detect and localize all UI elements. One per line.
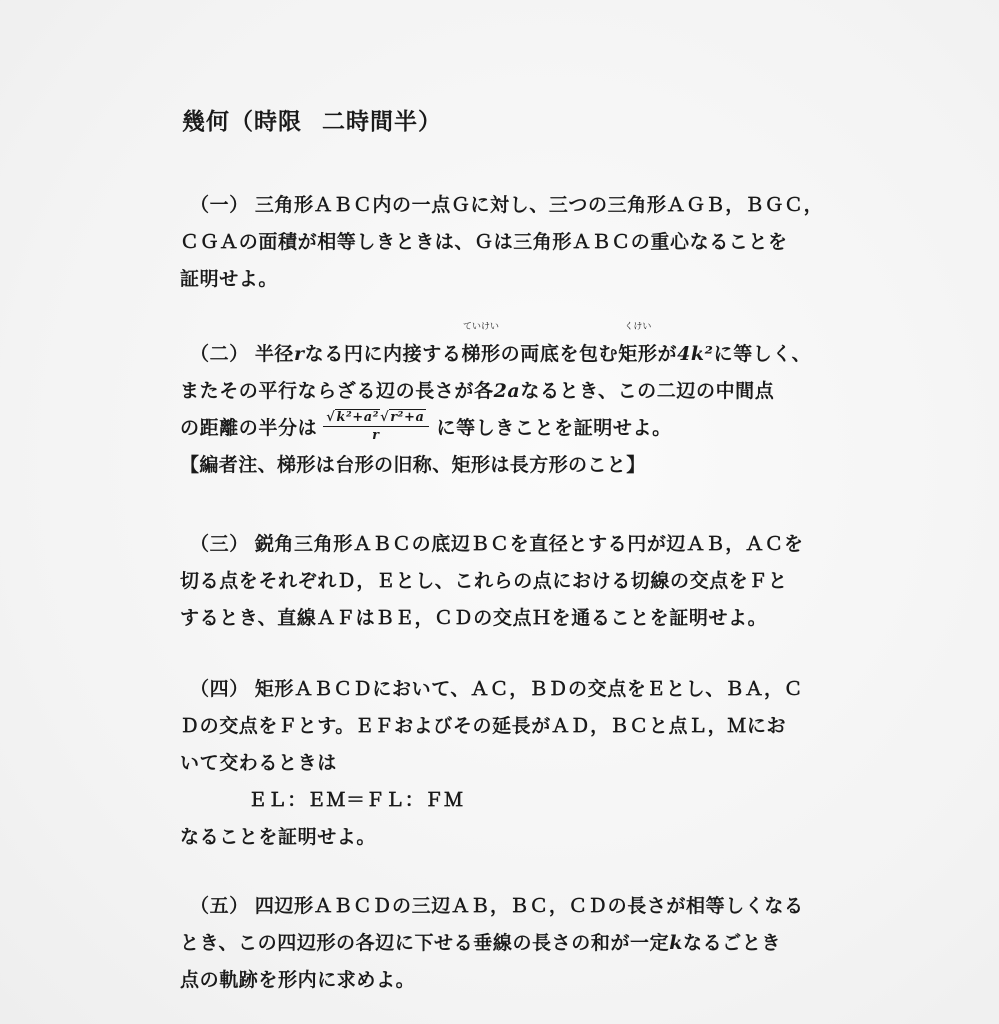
problem-2-text-f: またその平行ならざる辺の長さが各 — [180, 380, 494, 402]
problem-5-line-3: 点の軌跡を形内に求めよ。 — [180, 969, 416, 991]
problem-2-text-g: なるとき、この二辺の中間点 — [520, 380, 775, 402]
problem-1-line-2: ＣＧＡの面積が相等しきときは、Ｇは三角形ＡＢＣの重心なることを — [180, 231, 788, 253]
problem-4-number: （四） — [190, 678, 249, 700]
problem-4-line-1 — [180, 671, 840, 708]
trapezoid-kanji: 梯形 — [461, 343, 501, 365]
editor-note: 【編者注、梯形は台形の旧称、矩形は長方形のこと】 — [180, 454, 646, 476]
sqrt-term-2: r²+a — [390, 410, 425, 425]
problem-2 — [180, 322, 840, 484]
page-title — [182, 103, 442, 136]
problem-2-text-a: 半径 — [254, 343, 295, 365]
problem-3-text-1: 鋭角三角形ＡＢＣの底辺ＢＣを直径とする円が辺ＡＢ，ＡＣを — [254, 533, 804, 555]
problem-3-line-3: するとき、直線ＡＦはＢＥ，ＣＤの交点Ｈを通ることを証明せよ。 — [180, 607, 768, 629]
problem-3-line-1 — [180, 526, 840, 563]
sqrt-term-1: k²+a² — [336, 410, 380, 425]
fraction-denominator: r — [372, 428, 380, 443]
problem-5-text-1: 四辺形ＡＢＣＤの三辺ＡＢ，ＢＣ，ＣＤの長さが相等しくなる — [254, 895, 804, 917]
problem-2-text-e: に等しく、 — [713, 343, 812, 365]
problem-2-text-i: に等しきことを証明せよ。 — [436, 417, 672, 439]
problem-4-line-3: いて交わるときは — [180, 752, 337, 774]
problem-2-line-1 — [180, 322, 840, 373]
problem-5-line-2 — [180, 925, 840, 962]
rectangle-kanji: 矩形 — [618, 343, 658, 365]
problem-3-number: （三） — [190, 533, 249, 555]
problem-2-number: （二） — [190, 343, 249, 365]
problem-2-line-3 — [180, 410, 840, 447]
problem-5 — [180, 888, 840, 999]
problem-4-line-5: なることを証明せよ。 — [180, 826, 377, 848]
problem-4 — [180, 671, 840, 856]
side-expression: 2a — [493, 380, 521, 402]
problem-2-text-d: が — [657, 343, 678, 365]
area-expression: 4k² — [677, 343, 714, 365]
problem-1-text-1: 三角形ＡＢＣ内の一点Ｇに対し、三つの三角形ＡＧＢ，ＢＧＣ， — [254, 194, 824, 216]
title-sub: 二時間半） — [322, 109, 442, 135]
constant-k: k — [669, 932, 684, 954]
fraction-expression — [323, 411, 428, 442]
problem-2-line-2 — [180, 373, 840, 410]
problem-5-line-1 — [180, 888, 840, 925]
problem-5-text-2a: とき、この四辺形の各辺に下せる垂線の長さの和が一定 — [180, 932, 670, 954]
problem-1-number: （一） — [190, 194, 249, 216]
problem-5-number: （五） — [190, 895, 249, 917]
problem-1 — [180, 187, 840, 298]
problem-4-text-1: 矩形ＡＢＣＤにおいて、ＡＣ，ＢＤの交点をＥとし、ＢＡ，Ｃ — [254, 678, 804, 700]
problem-1-line-1 — [180, 187, 840, 224]
problem-4-equation-line — [180, 782, 840, 819]
problem-1-line-3: 証明せよ。 — [180, 268, 279, 290]
trapezoid-term — [461, 322, 501, 373]
title-main: 幾何（時限 — [182, 109, 302, 135]
ratio-equation: ＥＬ：ＥＭ＝ＦＬ：ＦＭ — [248, 789, 464, 811]
trapezoid-ruby: ていけい — [463, 322, 500, 332]
problem-4-line-2: Ｄの交点をＦとす。ＥＦおよびその延長がＡＤ，ＢＣと点Ｌ，Ｍにお — [180, 715, 787, 737]
problem-3-line-2: 切る点をそれぞれＤ，Ｅとし、これらの点における切線の交点をＦと — [180, 570, 788, 592]
radius-symbol: r — [294, 343, 305, 365]
problem-5-text-2b: なるごとき — [683, 932, 782, 954]
fraction-numerator: √k²+a²√r²+a — [323, 411, 428, 427]
problem-2-text-b: なる円に内接する — [304, 343, 462, 365]
problem-2-text-h: の距離の半分は — [180, 417, 318, 439]
rectangle-ruby: くけい — [624, 322, 652, 332]
rectangle-term — [618, 322, 658, 373]
problem-2-text-c: の両底を包む — [500, 343, 619, 365]
problem-3 — [180, 526, 840, 637]
